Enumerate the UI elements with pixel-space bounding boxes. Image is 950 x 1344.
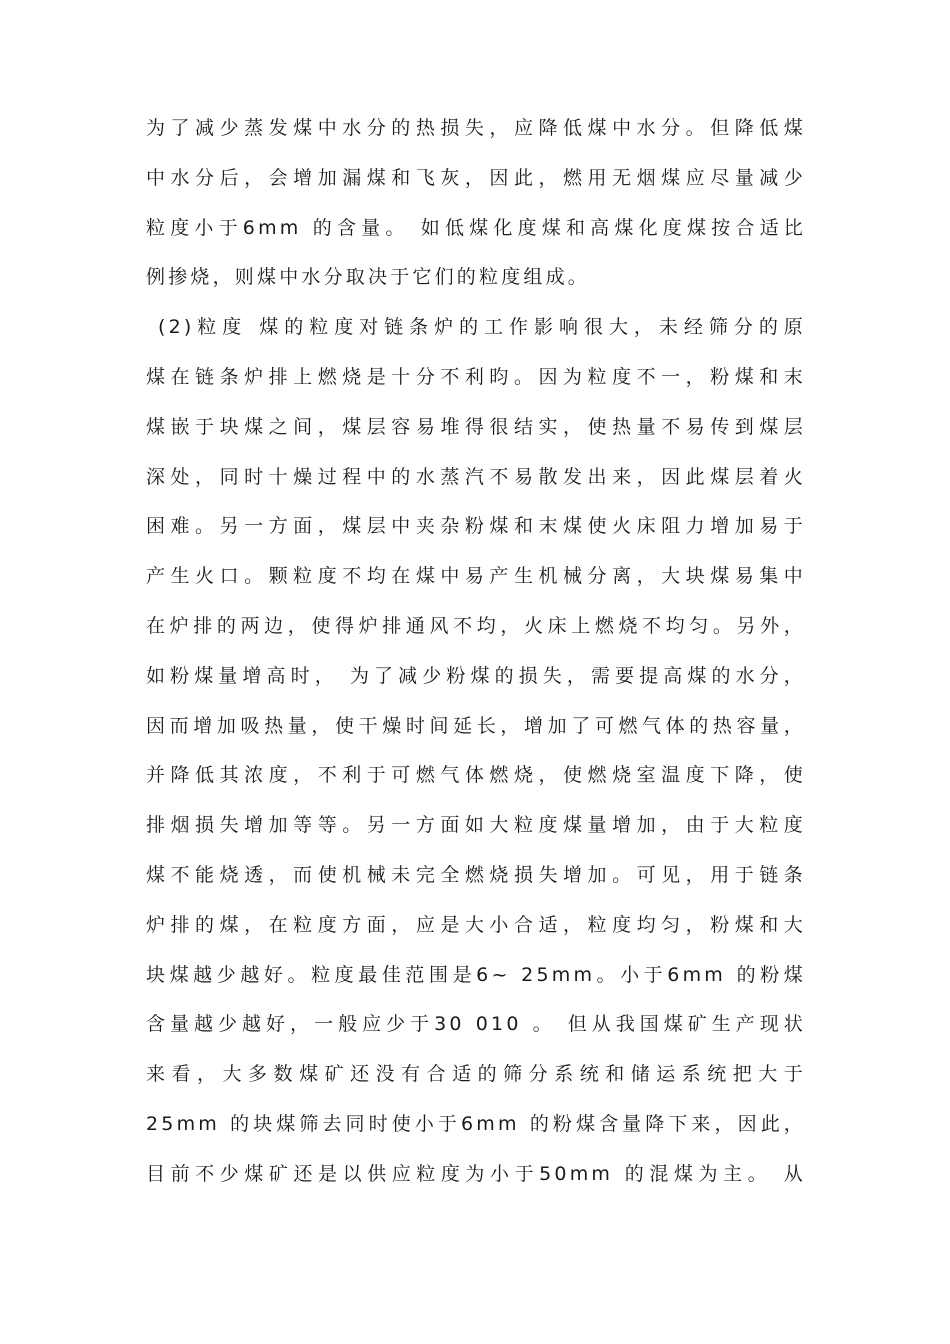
- text-line: 含量越少越好，一般应少于30 010 。 但从我国煤矿生产现状: [146, 1013, 806, 1036]
- text-line: 粒度小于6mm 的含量。 如低煤化度煤和高煤化度煤按合适比: [146, 216, 806, 239]
- text-line: 来看，大多数煤矿还没有合适的筛分系统和储运系统把大于: [146, 1063, 806, 1086]
- text-line: 中水分后，会增加漏煤和飞灰，因此，燃用无烟煤应尽量减少: [146, 166, 806, 189]
- text-line: 排烟损失增加等等。另一方面如大粒度煤量增加，由于大粒度: [146, 814, 806, 837]
- text-line: (2)粒度 煤的粒度对链条炉的工作影响很大，未经筛分的原: [158, 316, 806, 339]
- body-text: [146, 104, 806, 1200]
- text-line: 例掺烧，则煤中水分取决于它们的粒度组成。: [146, 266, 591, 289]
- text-line: 煤嵌于块煤之间，煤层容易堆得很结实，使热量不易传到煤层: [146, 415, 806, 438]
- text-line: 深处，同时十燥过程中的水蒸汽不易散发出来，因此煤层着火: [146, 465, 806, 488]
- text-line: 并降低其浓度，不利于可燃气体燃烧，使燃烧室温度下降，使: [146, 764, 806, 787]
- text-line: 困难。另一方面，煤层中夹杂粉煤和末煤使火床阻力增加易于: [146, 515, 806, 538]
- text-line: 产生火口。颗粒度不均在煤中易产生机械分离，大块煤易集中: [146, 565, 806, 588]
- text-line: 为了减少蒸发煤中水分的热损失，应降低煤中水分。但降低煤: [146, 117, 806, 139]
- text-line: 煤不能烧透，而使机械未完全燃烧损失增加。可见，用于链条: [146, 863, 806, 886]
- text-line: 煤在链条炉排上燃烧是十分不利昀。因为粒度不一，粉煤和末: [146, 365, 806, 388]
- text-line: 炉排的煤，在粒度方面，应是大小合适，粒度均匀，粉煤和大: [146, 913, 806, 936]
- text-line: 在炉排的两边，使得炉排通风不均，火床上燃烧不均匀。另外，: [146, 614, 806, 637]
- text-line: 因而增加吸热量，使干燥时间延长，增加了可燃气体的热容量，: [146, 714, 806, 737]
- text-line: 25mm 的块煤筛去同时使小于6mm 的粉煤含量降下来，因此，: [146, 1112, 806, 1135]
- text-line: 如粉煤量增高时， 为了减少粉煤的损失，需要提高煤的水分，: [146, 664, 806, 687]
- text-line: 目前不少煤矿还是以供应粒度为小于50mm 的混煤为主。 从: [146, 1162, 806, 1185]
- text-line: 块煤越少越好。粒度最佳范围是6~ 25mm。小于6mm 的粉煤: [146, 963, 806, 986]
